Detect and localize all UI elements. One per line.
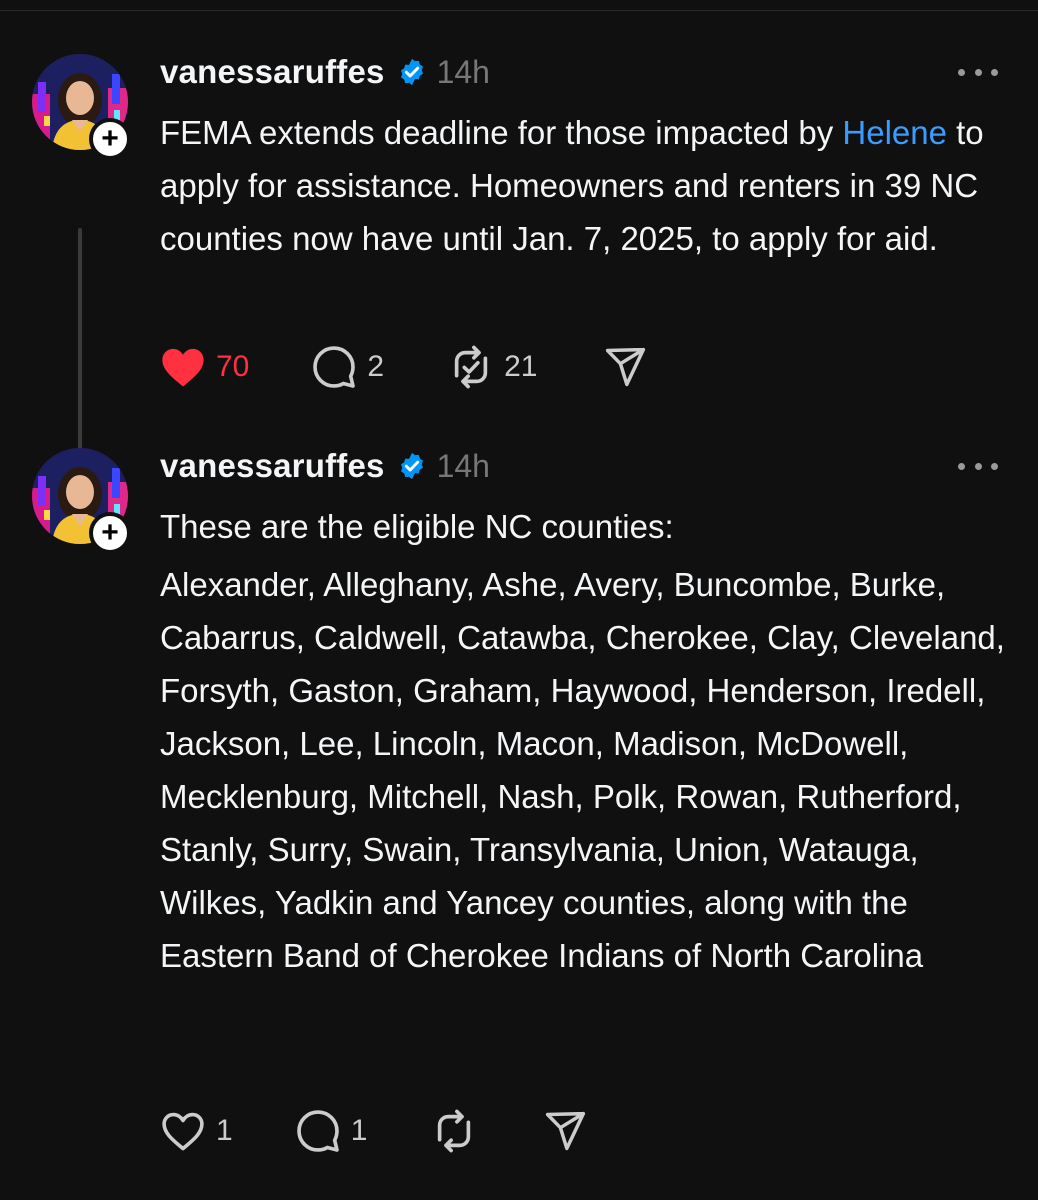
- repost-count: 21: [504, 350, 538, 383]
- repost-icon: [448, 344, 494, 390]
- verified-badge-icon: [397, 57, 427, 87]
- avatar-wrap[interactable]: [32, 54, 128, 155]
- share-button[interactable]: [603, 343, 647, 391]
- share-icon: [543, 1109, 587, 1153]
- post-text-part: FEMA extends deadline for those impacted by: [160, 114, 843, 151]
- timestamp: 14h: [436, 447, 490, 484]
- thread-connector-line: [78, 228, 82, 480]
- more-options-icon[interactable]: [958, 458, 998, 474]
- share-button[interactable]: [543, 1107, 587, 1155]
- like-button[interactable]: [160, 1107, 233, 1155]
- verified-badge-icon: [397, 451, 427, 481]
- like-button[interactable]: [160, 343, 249, 391]
- avatar-wrap[interactable]: [32, 448, 128, 549]
- repost-icon: [431, 1108, 477, 1154]
- heart-outline-icon: [160, 1110, 206, 1152]
- share-icon: [603, 345, 647, 389]
- post-text-body: Alexander, Alleghany, Ashe, Avery, Buncombe, Burke, Cabarrus, Caldwell, Catawba, Cherokee, Clay, Cleveland, Forsyth, Gaston, Graham, Haywood, Henderson, Iredell, Jackson, Lee, Lincoln, Macon, Madison, McDowell, Mecklenburg, Mitchell, Nash, Polk, Rowan, Rutherford, Stanly, Surry, Swain, Transylvania, Union, Watauga, Wilkes, Yadkin and Yancey counties, along with the Eastern Band of Cherokee Indians of North Carolina: [160, 566, 1005, 974]
- top-divider: [0, 10, 1038, 11]
- repost-button[interactable]: [431, 1107, 477, 1155]
- comment-icon: [295, 1108, 341, 1154]
- post-header: [160, 444, 490, 488]
- hashtag-link[interactable]: Helene: [842, 114, 947, 151]
- follow-plus-button[interactable]: +: [89, 512, 131, 554]
- action-bar: [160, 1107, 587, 1155]
- reply-button[interactable]: [311, 343, 384, 391]
- repost-button[interactable]: [448, 343, 537, 391]
- reply-button[interactable]: [295, 1107, 368, 1155]
- like-count: 1: [216, 1114, 233, 1147]
- username[interactable]: vanessaruffes: [160, 53, 385, 90]
- heart-filled-icon: [160, 346, 206, 388]
- like-count: 70: [216, 350, 250, 383]
- follow-plus-button[interactable]: +: [89, 118, 131, 160]
- username[interactable]: vanessaruffes: [160, 447, 385, 484]
- timestamp: 14h: [436, 53, 490, 90]
- more-options-icon[interactable]: [958, 64, 998, 80]
- post-header: [160, 50, 490, 94]
- reply-count: 1: [350, 1114, 368, 1147]
- action-bar: [160, 343, 647, 391]
- reply-count: 2: [367, 350, 385, 383]
- post-text-intro: These are the eligible NC counties:: [160, 508, 674, 545]
- post-text: [160, 106, 1010, 265]
- comment-icon: [311, 344, 357, 390]
- post-text-part: to apply for assistance. Homeowners and renters in 39 NC counties now have until Jan. 7, 2025, to apply for aid.: [160, 114, 984, 257]
